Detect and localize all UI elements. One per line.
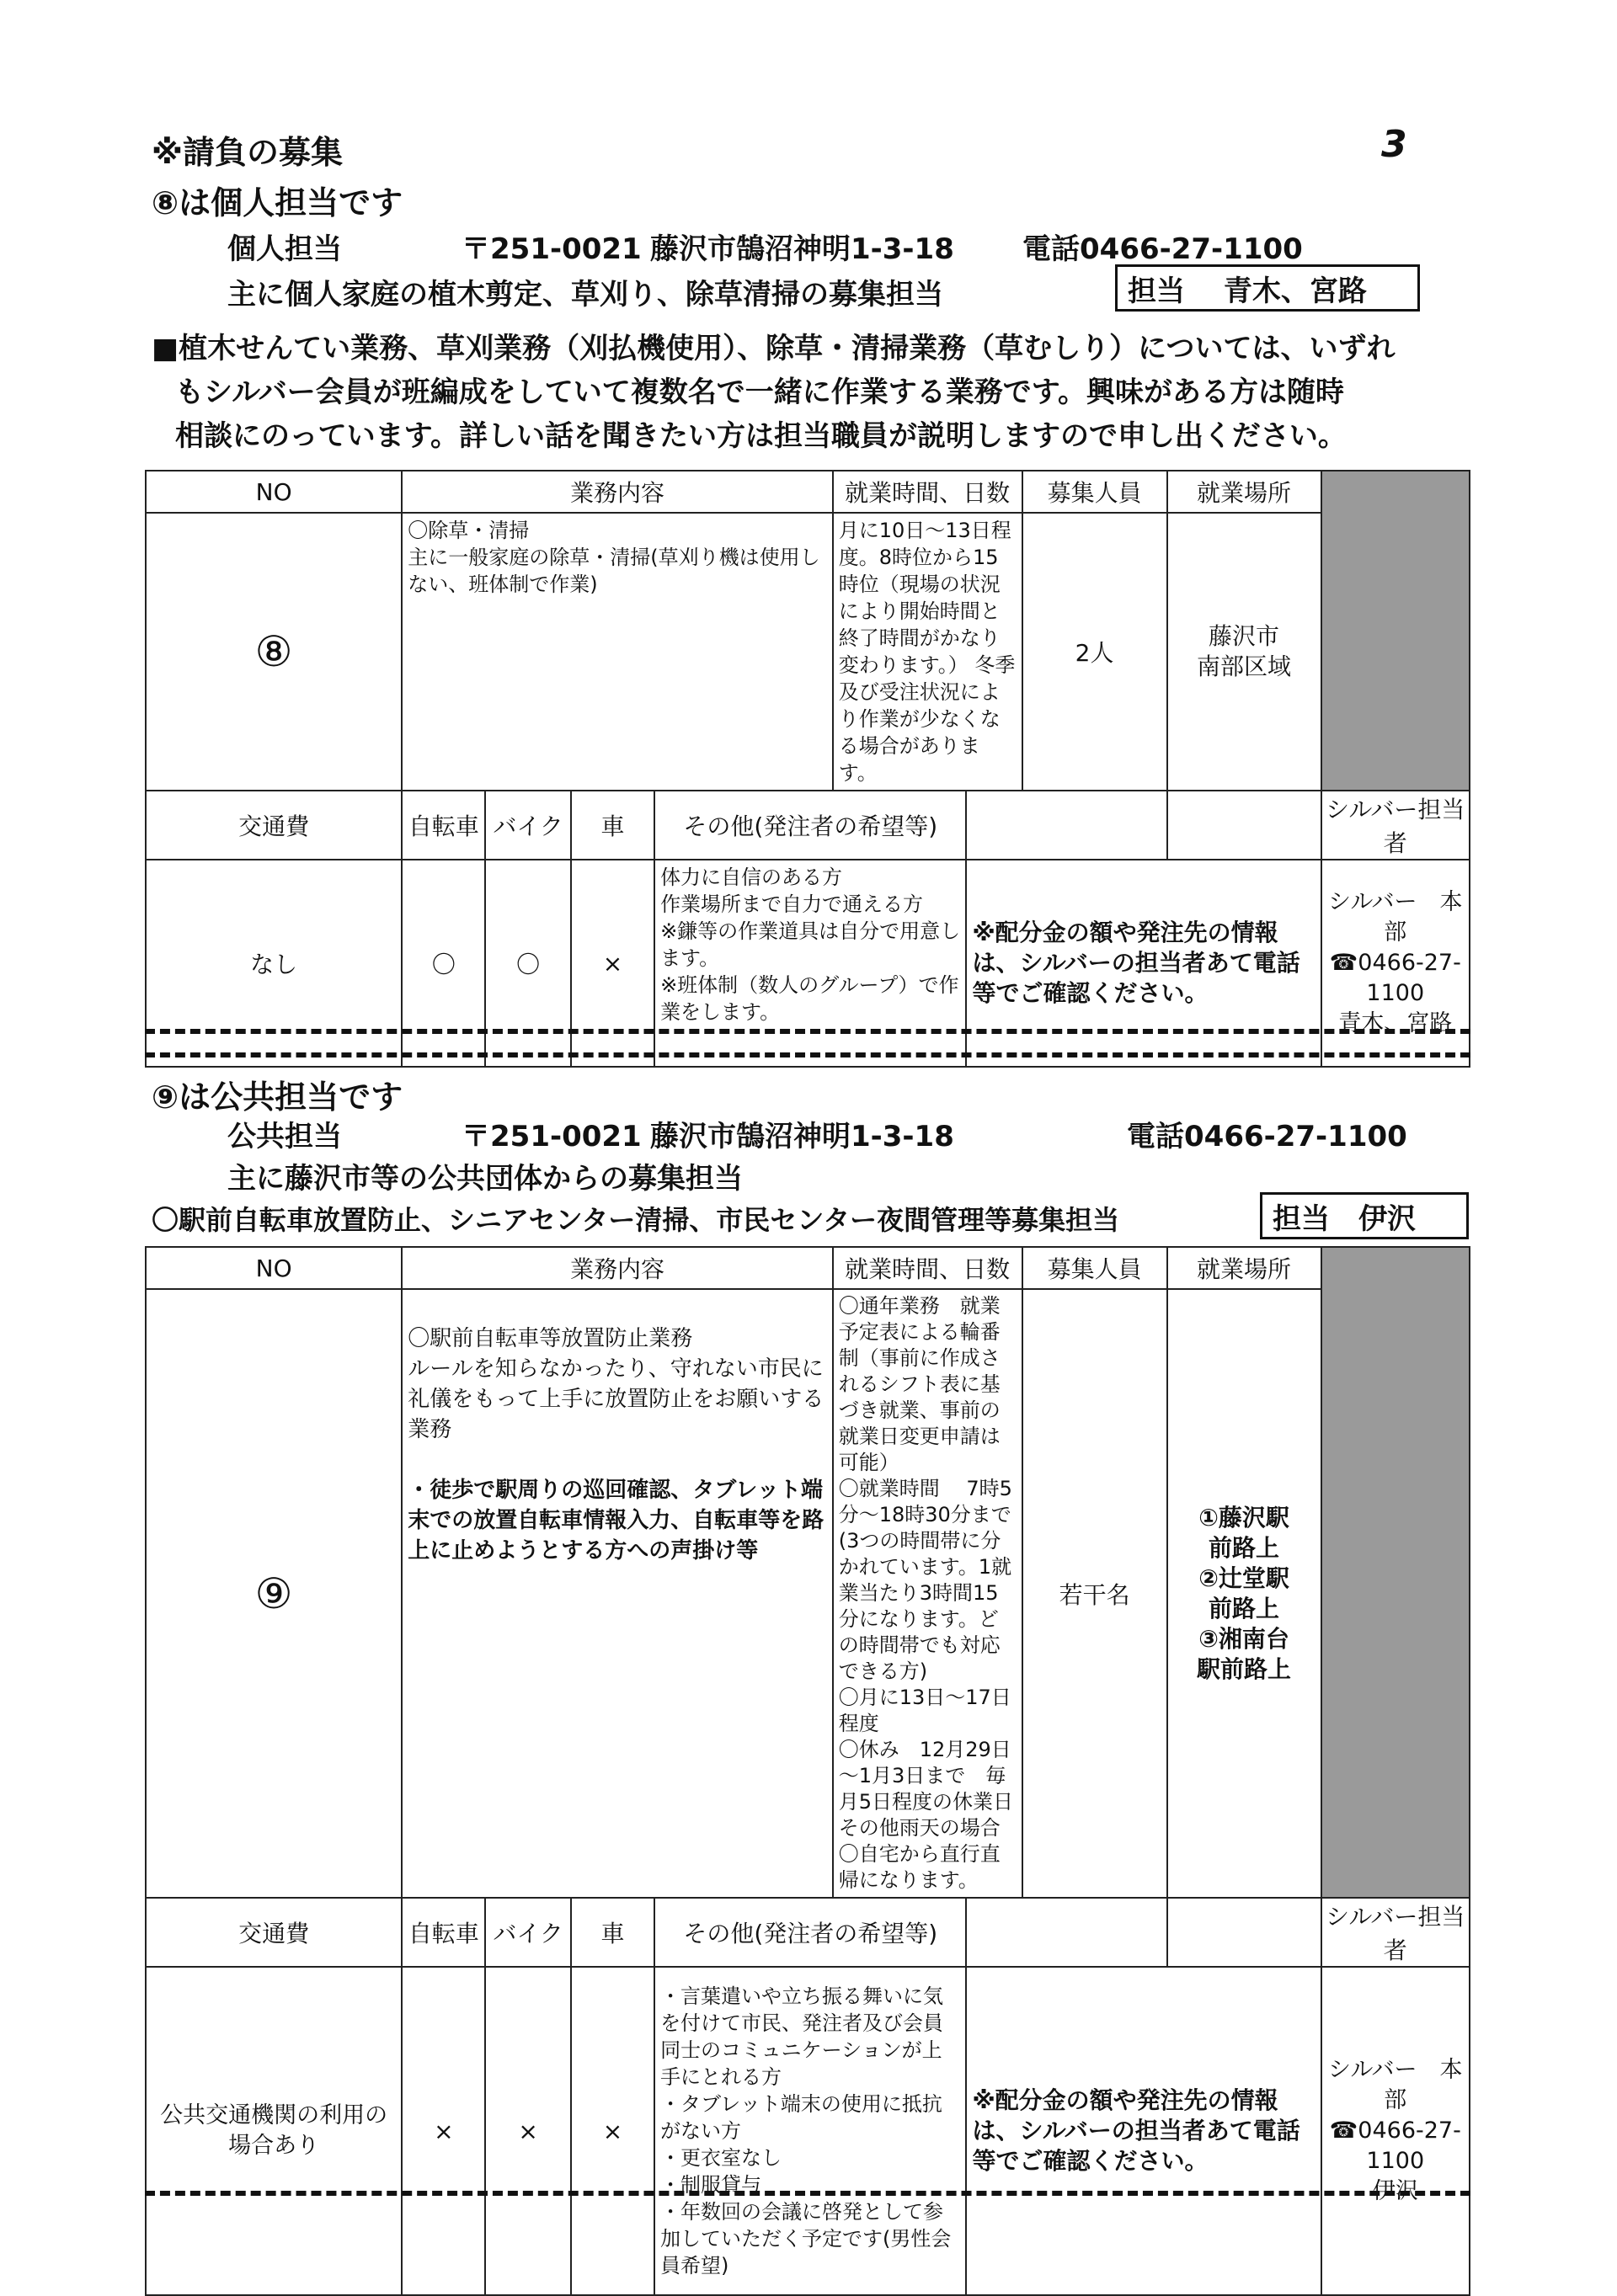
header-car: 車 xyxy=(571,791,654,860)
header-motorbike: バイク xyxy=(485,1898,570,1967)
section9-phone: 電話0466-27-1100 xyxy=(1127,1120,1407,1153)
other-conditions: ・言葉遣いや立ち振る舞いに気を付けて市民、発注者及び会員同士のコミュニケーションが上手にとれる方 ・タブレット端末の使用に抵抗がない方 ・更衣室なし ・制服貸与 ・年数回の会議に啓発として参加していただく予定です(男性会員希望) xyxy=(654,1967,966,2295)
gray-cell xyxy=(1321,1247,1470,1898)
notice-text: ※配分金の額や発注先の情報は、シルバーの担当者あて電話等でご確認ください。 xyxy=(966,1967,1321,2295)
header-no: NO xyxy=(146,471,402,513)
header-other: その他(発注者の希望等) xyxy=(654,1898,966,1967)
section8-heading: ⑧は個人担当です xyxy=(152,184,403,221)
header-blank-1 xyxy=(966,1898,1166,1967)
work-hours: 月に10日～13日程度。8時位から15時位（現場の状況により開始時間と終了時間がかなり変わります。） 冬季及び受注状況により作業が少なくなる場合があります。 xyxy=(833,513,1022,791)
recruit-count: 若干名 xyxy=(1022,1289,1167,1898)
header-contact: シルバー担当者 xyxy=(1321,791,1470,860)
header-people: 募集人員 xyxy=(1022,471,1167,513)
car-value: × xyxy=(571,1967,654,2295)
row-no: ⑧ xyxy=(146,513,402,791)
header-motorbike: バイク xyxy=(485,791,570,860)
work-content-main: 〇駅前自転車等放置防止業務 ルールを知らなかったり、守れない市民に礼儀をもって上手に放置防止をお願いする業務 xyxy=(408,1326,825,1442)
header-place: 就業場所 xyxy=(1167,471,1321,513)
transport-value: なし xyxy=(146,860,402,1067)
info-line: もシルバー会員が班編成をしていて複数名で一緒に作業する業務です。興味がある方は随時 xyxy=(175,376,1345,409)
header-contact: シルバー担当者 xyxy=(1321,1898,1470,1967)
motorbike-value: 〇 xyxy=(485,860,570,1067)
work-hours: 〇通年業務 就業予定表による輪番制（事前に作成されるシフト表に基づき就業、事前の就業日変更申請は可能） 〇就業時間 7時5分～18時30分まで(3つの時間帯に分かれています。1就業当たり3時間15分になります。どの時間帯でも対応できる方) 〇月に13日～17日程度 〇休み 12月29日～1月3日まで 毎月5日程度の休業日 その他雨天の場合 〇自宅から直行直帰になります。 xyxy=(833,1289,1022,1898)
work-content-duties: ・徒歩で駅周りの巡回確認、タブレット端末での放置自転車情報入力、自転車等を路上に止めようとする方への声掛け等 xyxy=(408,1478,825,1564)
header-work: 業務内容 xyxy=(402,1247,832,1289)
bicycle-value: × xyxy=(402,1967,485,2295)
contact-info: シルバー 本部 ☎0466-27-1100 伊沢 xyxy=(1321,1967,1470,2295)
section8-info xyxy=(152,327,1482,458)
row-no: ⑨ xyxy=(146,1289,402,1898)
header-transport: 交通費 xyxy=(146,791,402,860)
section9-postal: 〒251-0021 xyxy=(462,1120,642,1153)
header-other: その他(発注者の希望等) xyxy=(654,791,966,860)
section8-dept: 個人担当 xyxy=(227,232,342,266)
section8-postal: 〒251-0021 xyxy=(462,232,642,266)
info-line: ■植木せんてい業務、草刈業務（刈払機使用）、除草・清掃業務（草むしり）については、いずれ xyxy=(152,332,1396,365)
header-place: 就業場所 xyxy=(1167,1247,1321,1289)
section8-desc: 主に個人家庭の植木剪定、草刈り、除草清掃の募集担当 xyxy=(227,278,943,312)
page-title: ※請負の募集 xyxy=(152,134,343,171)
divider xyxy=(145,1052,1470,1057)
header-people: 募集人員 xyxy=(1022,1247,1167,1289)
header-blank-1 xyxy=(966,791,1166,860)
page-number: 3 xyxy=(1381,123,1407,166)
divider xyxy=(145,2191,1470,2196)
section8-phone: 電話0466-27-1100 xyxy=(1022,232,1303,266)
header-car: 車 xyxy=(571,1898,654,1967)
header-no: NO xyxy=(146,1247,402,1289)
section8-staff-box: 担当 青木、宮路 xyxy=(1115,264,1420,312)
gray-cell xyxy=(1321,471,1470,791)
recruit-count: 2人 xyxy=(1022,513,1167,791)
motorbike-value: × xyxy=(485,1967,570,2295)
section8-table xyxy=(145,470,1470,1068)
section8-address: 藤沢市鵠沼神明1-3-18 xyxy=(650,232,954,266)
bicycle-value: 〇 xyxy=(402,860,485,1067)
work-place: 藤沢市 南部区域 xyxy=(1167,513,1321,791)
header-transport: 交通費 xyxy=(146,1898,402,1967)
header-blank-2 xyxy=(1167,791,1321,860)
section9-desc: 主に藤沢市等の公共団体からの募集担当 xyxy=(227,1162,743,1196)
other-conditions: 体力に自信のある方 作業場所まで自力で通える方 ※鎌等の作業道具は自分で用意します。 ※班体制（数人のグループ）で作業をします。 xyxy=(654,860,966,1067)
section9-address: 藤沢市鵠沼神明1-3-18 xyxy=(650,1120,954,1153)
section9-staff-box: 担当 伊沢 xyxy=(1260,1192,1469,1239)
divider xyxy=(145,1029,1470,1034)
section9-heading: ⑨は公共担当です xyxy=(152,1079,403,1116)
header-bicycle: 自転車 xyxy=(402,1898,485,1967)
header-work: 業務内容 xyxy=(402,471,832,513)
header-blank-2 xyxy=(1167,1898,1321,1967)
header-hours: 就業時間、日数 xyxy=(833,1247,1022,1289)
work-place: ①藤沢駅 前路上 ②辻堂駅 前路上 ③湘南台 駅前路上 xyxy=(1167,1289,1321,1898)
section9-dept: 公共担当 xyxy=(227,1120,342,1153)
section9-table xyxy=(145,1246,1470,2296)
car-value: × xyxy=(571,860,654,1067)
info-line: 相談にのっています。詳しい話を聞きたい方は担当職員が説明しますので申し出ください。 xyxy=(175,419,1347,453)
section9-desc2: 〇駅前自転車放置防止、シニアセンター清掃、市民センター夜間管理等募集担当 xyxy=(152,1204,1120,1236)
work-content xyxy=(402,1289,832,1898)
header-bicycle: 自転車 xyxy=(402,791,485,860)
notice-text: ※配分金の額や発注先の情報は、シルバーの担当者あて電話等でご確認ください。 xyxy=(966,860,1321,1067)
work-content: 〇除草・清掃 主に一般家庭の除草・清掃(草刈り機は使用しない、班体制で作業) xyxy=(402,513,832,791)
transport-value: 公共交通機関の利用の場合あり xyxy=(146,1967,402,2295)
contact-info: シルバー 本部 ☎0466-27-1100 青木、宮路 xyxy=(1321,860,1470,1067)
header-hours: 就業時間、日数 xyxy=(833,471,1022,513)
